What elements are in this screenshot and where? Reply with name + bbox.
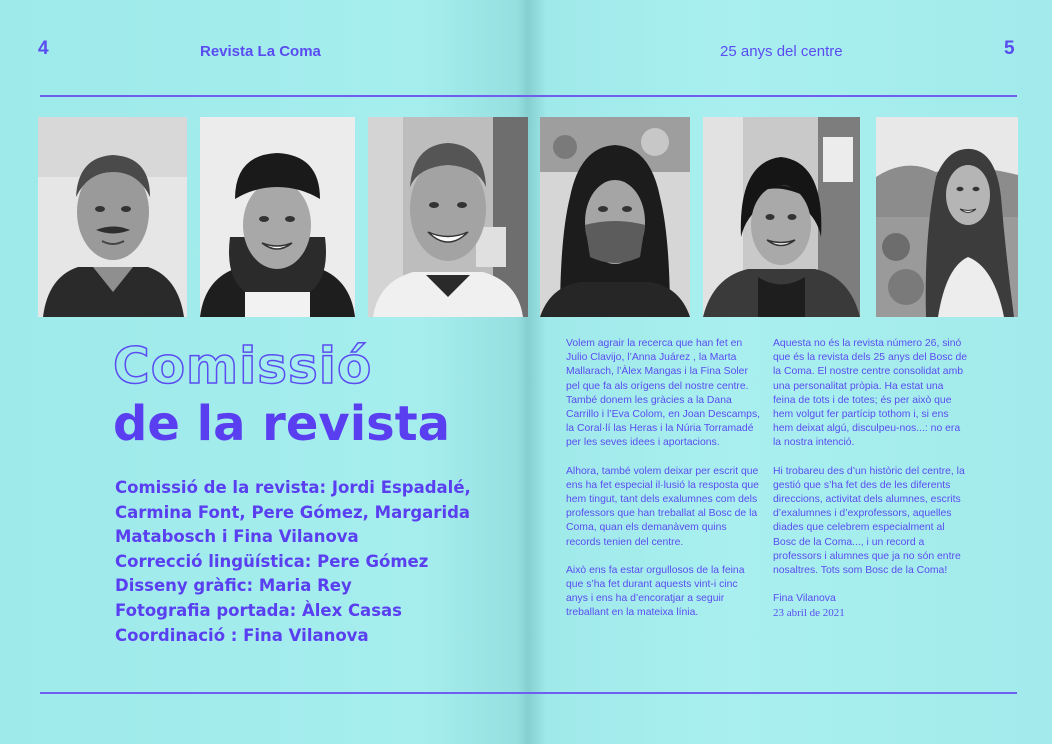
right-page-number: 5 — [1004, 38, 1015, 59]
left-page-number: 4 — [38, 38, 49, 59]
paragraph: Hi trobareu des d’un històric del centre, la gestió que s’ha fet des de les diferents direccions, activitat dels alumnes, escrits d’exalumnes i d’exprofessors, aquelles diades que celebrem especialment al Bosc de la Coma..., i un record a professors i alumnes que ja no són entre nosaltres. Tots som Bosc de la Coma! — [773, 465, 965, 577]
signature-name: Fina Vilanova — [773, 593, 836, 605]
credits-line: Coordinació : Fina Vilanova — [115, 625, 369, 645]
portrait-photo-6 — [876, 117, 1018, 317]
top-rule — [40, 95, 1017, 97]
portrait-photo-1 — [38, 117, 187, 317]
portrait-photo-5 — [703, 117, 860, 317]
portrait-photo-4 — [540, 117, 690, 317]
paragraph: Volem agrair la recerca que han fet en Julio Clavijo, l’Anna Juárez , la Marta Mallarach, l’Àlex Mangas i la Fina Soler pel que fa als orígens del nostre centre. També donem les gràcies a la Dana Carrillo i l’Eva Colom, en Joan Descamps, la Coral·lí las Heras i la Núria Torramadé per les seves idees i aportacions. — [566, 338, 761, 449]
credits-line: Comissió de la revista: Jordi Espadalé, — [115, 478, 471, 497]
credits-block — [115, 476, 485, 648]
signature-date: 23 abril de 2021 — [773, 607, 845, 620]
paragraph: Alhora, també volem deixar per escrit que ens ha fet especial il·lusió la resposta que hem tingut, tant dels exalumnes com dels professors que han treballat al Bosc de la Coma, quan els demanàvem quins records tenien del centre. — [566, 465, 759, 548]
portrait-photo-3 — [368, 117, 528, 317]
credits-line: Disseny gràfic: Maria Rey — [115, 576, 352, 596]
credits-line: Fotografia portada: Àlex Casas — [115, 600, 402, 620]
title-solid-line: de la revista — [113, 396, 451, 452]
paragraph: Això ens fa estar orgullosos de la feina que s’ha fet durant aquests vint-i cinc anys i ens ha d’encoratjar a seguir treballant en la mateixa línia. — [566, 564, 745, 619]
credits-line: Carmina Font, Pere Gómez, Margarida — [115, 502, 471, 522]
credits-line: Correcció lingüística: Pere Gómez — [115, 551, 429, 571]
credits-line: Matabosch i Fina Vilanova — [115, 527, 359, 547]
section-title: 25 anys del centre — [720, 43, 843, 60]
text-column-2 — [773, 337, 968, 621]
text-column-1 — [566, 337, 761, 635]
portrait-photo-2 — [200, 117, 355, 317]
magazine-title: Revista La Coma — [200, 43, 321, 60]
bottom-rule — [40, 692, 1017, 694]
paragraph: Aquesta no és la revista número 26, sinó que és la revista dels 25 anys del Bosc de la Coma. El nostre centre consolidat amb una personalitat pròpia. Ha estat una feina de tots i de totes; és per això que hem volgut fer partícip tothom i, si ens hem deixat algú, disculpeu-nos...: no era la nostra intenció. — [773, 338, 968, 449]
title-outline-line: Comissió — [113, 337, 373, 395]
